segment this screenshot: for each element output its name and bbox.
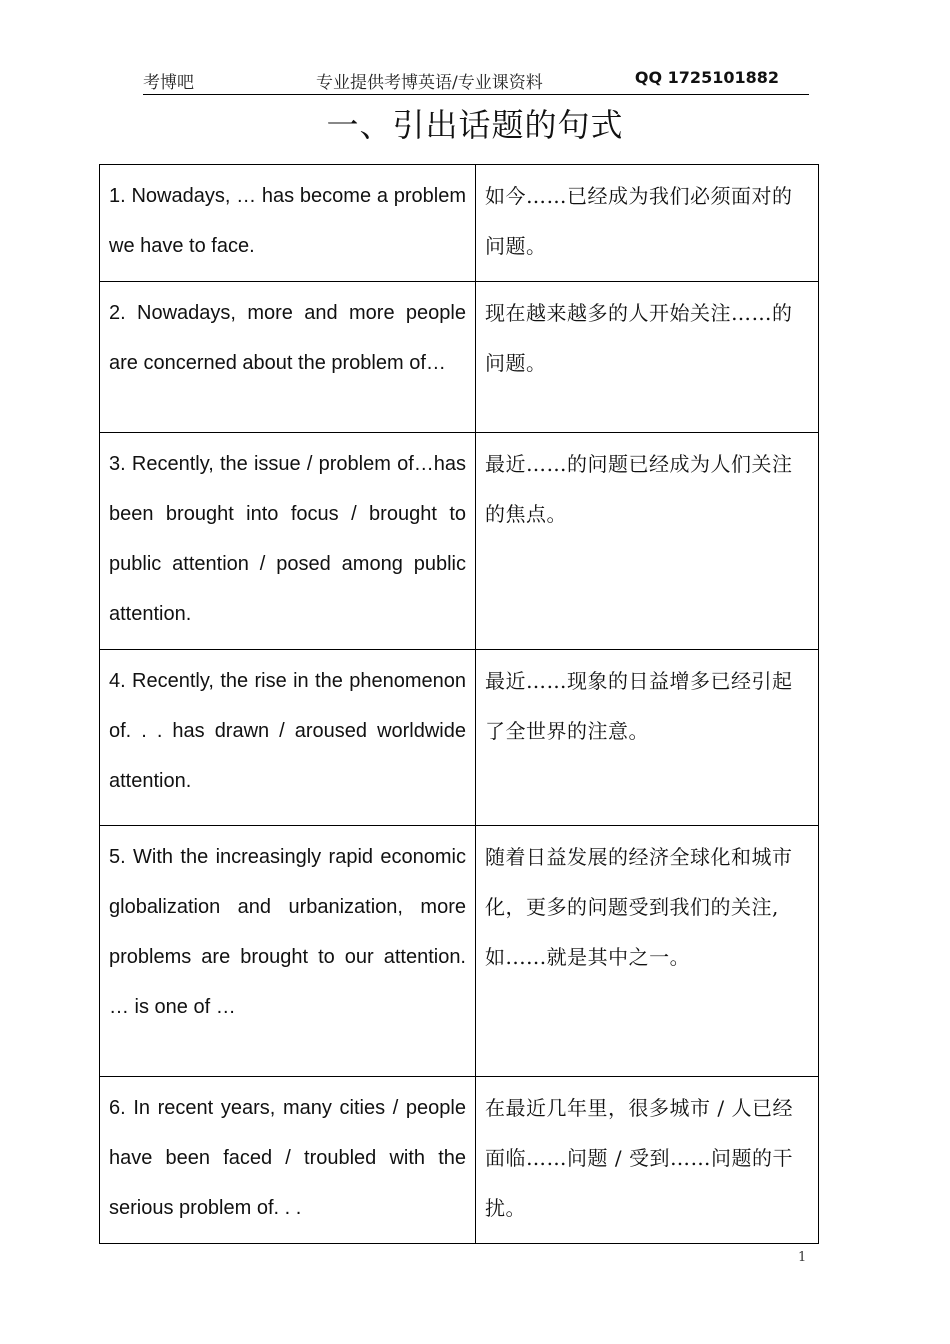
english-phrase-cell: 2. Nowadays, more and more people are concerned about the problem of…: [100, 282, 476, 433]
table-row: [100, 433, 819, 650]
chinese-translation-cell: 最近……现象的日益增多已经引起了全世界的注意。: [476, 650, 819, 826]
english-phrase-cell: 4. Recently, the rise in the phenomenon of. . . has drawn / aroused worldwide attention.: [100, 650, 476, 826]
page-number: 1: [798, 1250, 807, 1265]
page-header: [143, 66, 809, 95]
header-site-name: 考博吧: [143, 73, 194, 93]
phrase-table: [99, 164, 819, 1244]
chinese-translation-cell: 如今……已经成为我们必须面对的问题。: [476, 165, 819, 282]
english-phrase-cell: 1. Nowadays, … has become a problem we have to face.: [100, 165, 476, 282]
header-tagline: 专业提供考博英语/专业课资料: [316, 73, 543, 93]
table-row: [100, 165, 819, 282]
table-row: [100, 1077, 819, 1244]
english-phrase-cell: 6. In recent years, many cities / people have been faced / troubled with the serious problem of. . .: [100, 1077, 476, 1244]
english-phrase-cell: 5. With the increasingly rapid economic globalization and urbanization, more problems are brought to our attention. … is one of …: [100, 826, 476, 1077]
table-row: [100, 650, 819, 826]
chinese-translation-cell: 在最近几年里，很多城市 / 人已经面临……问题 / 受到……问题的干扰。: [476, 1077, 819, 1244]
chinese-translation-cell: 现在越来越多的人开始关注……的问题。: [476, 282, 819, 433]
chinese-translation-cell: 最近……的问题已经成为人们关注的焦点。: [476, 433, 819, 650]
table-row: [100, 282, 819, 433]
english-phrase-cell: 3. Recently, the issue / problem of…has been brought into focus / brought to public attention / posed among public attention.: [100, 433, 476, 650]
table-row: [100, 826, 819, 1077]
section-title: 一、引出话题的句式: [326, 106, 624, 144]
header-contact-qq: QQ 1725101882: [634, 68, 779, 87]
chinese-translation-cell: 随着日益发展的经济全球化和城市化，更多的问题受到我们的关注,如......就是其中之一。: [476, 826, 819, 1077]
